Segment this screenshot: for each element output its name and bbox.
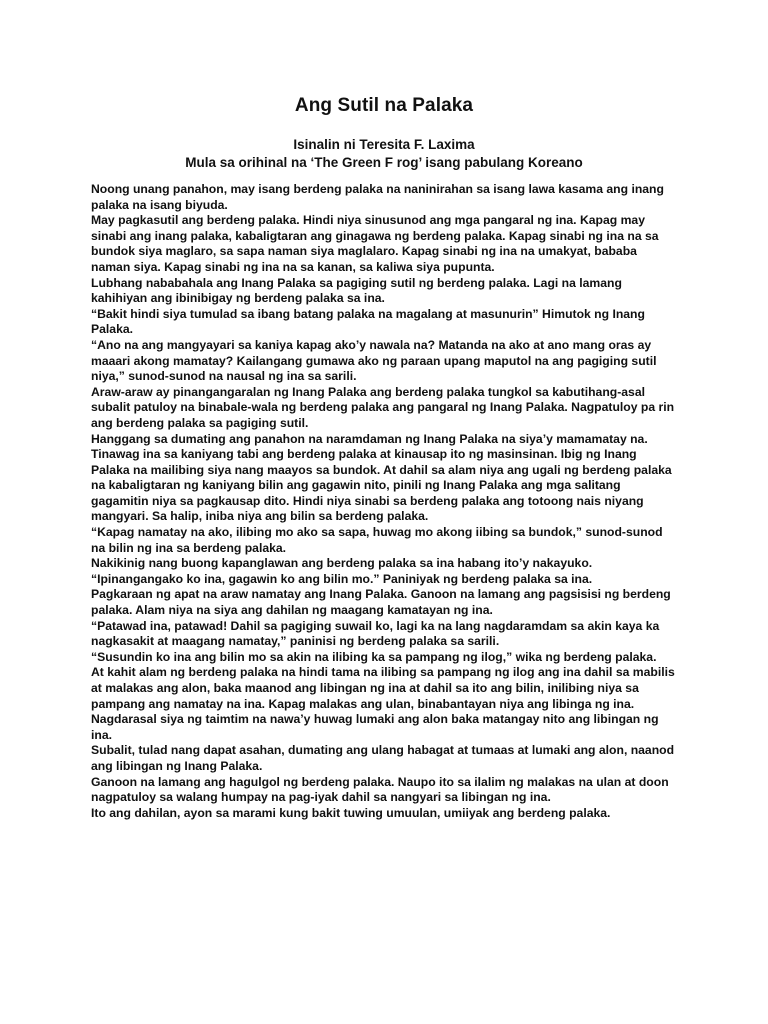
paragraph: At kahit alam ng berdeng palaka na hindi tama na ilibing sa pampang ng ilog ang ina dahil sa mabilis at malakas ang alon, baka maanod ang libingan ng ina at dahil sa ito ang bilin, inilibing niya sa pampang ang namatay na ina. Kapag malakas ang ulan, binabantayan niya ang libinga ng ina. Nagdarasal siya ng taimtim na nawa’y huwag lumaki ang alon baka matangay nito ang libingan ng ina. xyxy=(91,665,675,742)
paragraph: Nakikinig nang buong kapanglawan ang berdeng palaka sa ina habang ito’y nakayuko. xyxy=(91,556,593,571)
paragraph: Subalit, tulad nang dapat asahan, dumating ang ulang habagat at tumaas at lumaki ang alon, naanod ang libingan ng Inang Palaka. xyxy=(91,743,675,773)
paragraph: Ito ang dahilan, ayon sa marami kung bakit tuwing umuulan, umiiyak ang berdeng palaka. xyxy=(91,805,611,820)
source-line: Mula sa orihinal na ‘The Green F rog’ isang pabulang Koreano xyxy=(185,155,583,170)
paragraph: Ganoon na lamang ang hagulgol ng berdeng palaka. Naupo ito sa ilalim ng malakas na ulan at doon nagpatuloy sa walang humpay na pag-iyak dahil sa nangyari sa libingan ng ina. xyxy=(91,774,669,805)
paragraph: May pagkasutil ang berdeng palaka. Hindi niya sinusunod ang mga pangaral ng ina. Kapag may sinabi ang inang palaka, kabaligtaran ang ginagawa ng berdeng palaka. Kapag sinabi ng ina na sa bundok siya maglaro, sa sapa naman siya maglalaro. Kapag sinabi ng ina na umakyat, bababa naman siya. Kapag sinabi ng ina na sa kanan, sa kaliwa siya pupunta. xyxy=(91,213,659,274)
paragraph: Lubhang nababahala ang Inang Palaka sa pagiging sutil ng berdeng palaka. Lagi na lamang kahihiyan ang ibinibigay ng berdeng palaka sa ina. xyxy=(91,275,622,306)
translator-line: Isinalin ni Teresita F. Laxima xyxy=(293,137,475,152)
paragraph: Araw-araw ay pinangangaralan ng Inang Palaka ang berdeng palaka tungkol sa kabutihang-asal subalit patuloy na binabale-wala ng berdeng palaka ang pangaral ng Inang Palaka. Nagpatuloy pa rin ang berdeng palaka sa pagiging sutil. xyxy=(91,384,675,430)
paragraph: Noong unang panahon, may isang berdeng palaka na naninirahan sa isang lawa kasama ang inang palaka na isang biyuda. xyxy=(91,182,664,212)
document-title: Ang Sutil na Palaka xyxy=(294,95,474,116)
paragraph: “Kapag namatay na ako, ilibing mo ako sa sapa, huwag mo akong iibing sa bundok,” sunod-sunod na bilin ng ina sa berdeng palaka. xyxy=(91,525,663,555)
paragraph: Hanggang sa dumating ang panahon na naramdaman ng Inang Palaka na siya’y mamamatay na. Tinawag ina sa kaniyang tabi ang berdeng palaka at kinausap ito ng masinsinan. Ibig ng Inang Palaka na mailibing siya nang maayos sa bundok. At dahil sa alam niya ang ugali ng berdeng palaka na kabaligtaran ng kaniyang bilin ang gagawin nito, pinili ng Inang Palaka ang mga salitang gagamitin niya sa pagkausap dito. Hindi niya sinabi sa berdeng palaka ang totoong nais niyang mangyari. Sa halip, iniba niya ang bilin sa berdeng palaka. xyxy=(91,431,672,524)
paragraph: “Ano na ang mangyayari sa kaniya kapag ako’y nawala na? Matanda na ako at ano mang oras ay maaari akong mamatay? Kailangang gumawa ako ng paraan upang maputol na ang pagiging sutil niya,” sunod-sunod na nausal ng ina sa sarili. xyxy=(91,337,657,384)
paragraph: “Susundin ko ina ang bilin mo sa akin na ilibing ka sa pampang ng ilog,” wika ng berdeng palaka. xyxy=(91,649,657,664)
paragraph: “Patawad ina, patawad! Dahil sa pagiging suwail ko, lagi ka na lang nagdaramdam sa akin kaya ka nagkasakit at maagang namatay,” paninisi ng berdeng palaka sa sarili. xyxy=(91,618,660,649)
paragraph: Pagkaraan ng apat na araw namatay ang Inang Palaka. Ganoon na lamang ang pagsisisi ng berdeng palaka. Alam niya na siya ang dahilan ng maagang kamatayan ng ina. xyxy=(91,587,671,618)
paragraph: “Bakit hindi siya tumulad sa ibang batang palaka na magalang at masunurin” Himutok ng Inang Palaka. xyxy=(91,306,645,337)
story-body xyxy=(91,182,677,821)
paragraph: “Ipinangangako ko ina, gagawin ko ang bilin mo.” Paniniyak ng berdeng palaka sa ina. xyxy=(91,571,593,586)
